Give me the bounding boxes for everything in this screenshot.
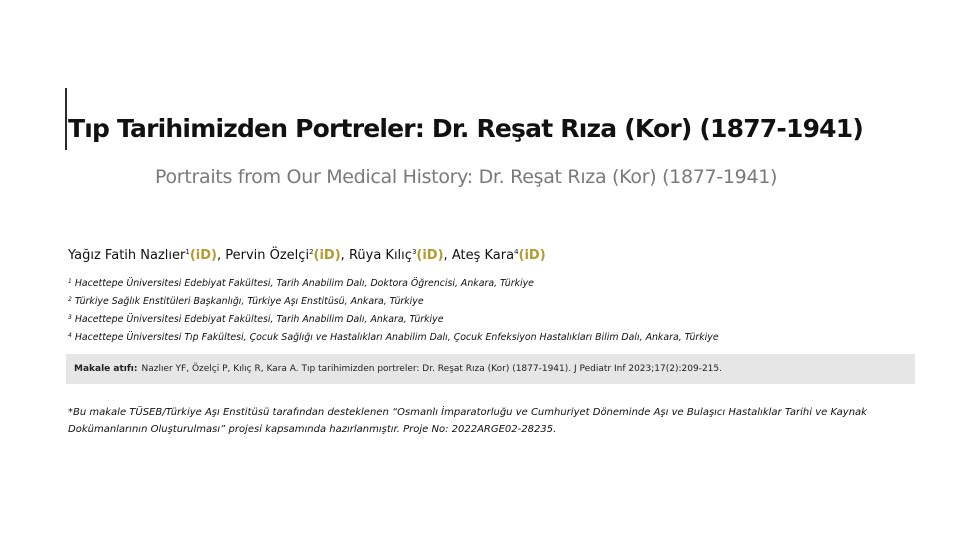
affiliation-item <box>68 274 719 292</box>
affiliation-text: Hacettepe Üniversitesi Edebiyat Fakültesi, Tarih Anabilim Dalı, Ankara, Türkiye <box>74 314 444 325</box>
orcid-icon[interactable]: (iD) <box>416 248 444 263</box>
affiliation-item <box>68 292 719 310</box>
author-affil-number: 4 <box>514 248 519 256</box>
affiliation-list <box>68 274 719 346</box>
citation-box <box>66 354 915 384</box>
orcid-icon[interactable]: (iD) <box>189 248 217 263</box>
affiliation-item <box>68 310 719 328</box>
funding-footnote: *Bu makale TÜSEB/Türkiye Aşı Enstitüsü tarafından desteklenen “Osmanlı İmparatorluğu ve Cumhuriyet Döneminde Aşı ve Bulaşıcı Hastalıklar Tarihi ve Kaynak Dokümanlarının Oluşturulması” projesi kapsamında hazırlanmıştır. Proje No: 2022ARGE02-28235. <box>68 407 867 435</box>
author-affil-number: 2 <box>309 248 314 256</box>
author-name: Ateş Kara <box>451 248 515 263</box>
author-affil-number: 1 <box>185 248 190 256</box>
orcid-icon[interactable]: (iD) <box>518 248 546 263</box>
affiliation-number: 1 <box>68 278 72 285</box>
affiliation-text: Hacettepe Üniversitesi Edebiyat Fakültesi, Tarih Anabilim Dalı, Doktora Öğrencisi, Ankara, Türkiye <box>74 278 534 289</box>
affiliation-text: Hacettepe Üniversitesi Tıp Fakültesi, Çocuk Sağlığı ve Hastalıkları Anabilim Dalı, Çocuk Enfeksiyon Hastalıkları Bilim Dalı, Ankara, Türkiye <box>74 332 719 343</box>
affiliation-number: 3 <box>68 314 72 321</box>
affiliation-item <box>68 328 719 346</box>
citation-label: Makale atıfı: <box>74 364 138 374</box>
orcid-icon[interactable]: (iD) <box>313 248 341 263</box>
citation-text: Nazlıer YF, Özelçi P, Kılıç R, Kara A. Tıp tarihimizden portreler: Dr. Reşat Rıza (Kor) (1877-1941). J Pediatr Inf 2023;17(2):209-215. <box>141 364 722 374</box>
article-subtitle: Portraits from Our Medical History: Dr. Reşat Rıza (Kor) (1877-1941) <box>155 166 778 188</box>
title-accent-bar <box>65 88 67 150</box>
author-name: Rüya Kılıç <box>348 248 412 263</box>
article-title: Tıp Tarihimizden Portreler: Dr. Reşat Rıza (Kor) (1877-1941) <box>68 114 863 143</box>
author-affil-number: 3 <box>411 248 417 256</box>
author-name: Yağız Fatih Nazlıer <box>68 248 186 263</box>
author-name: Pervin Özelçi <box>225 248 310 263</box>
affiliation-text: Türkiye Sağlık Enstitüleri Başkanlığı, Türkiye Aşı Enstitüsü, Ankara, Türkiye <box>74 296 424 307</box>
affiliation-number: 2 <box>68 296 72 303</box>
affiliation-number: 4 <box>68 332 72 339</box>
author-list: Yağız Fatih Nazlıer$^1$(iD), Pervin Özelçi$^2$(iD), Rüya Kılıç$^3$(iD), Ateş Kara$^4$(iD) <box>68 248 546 263</box>
